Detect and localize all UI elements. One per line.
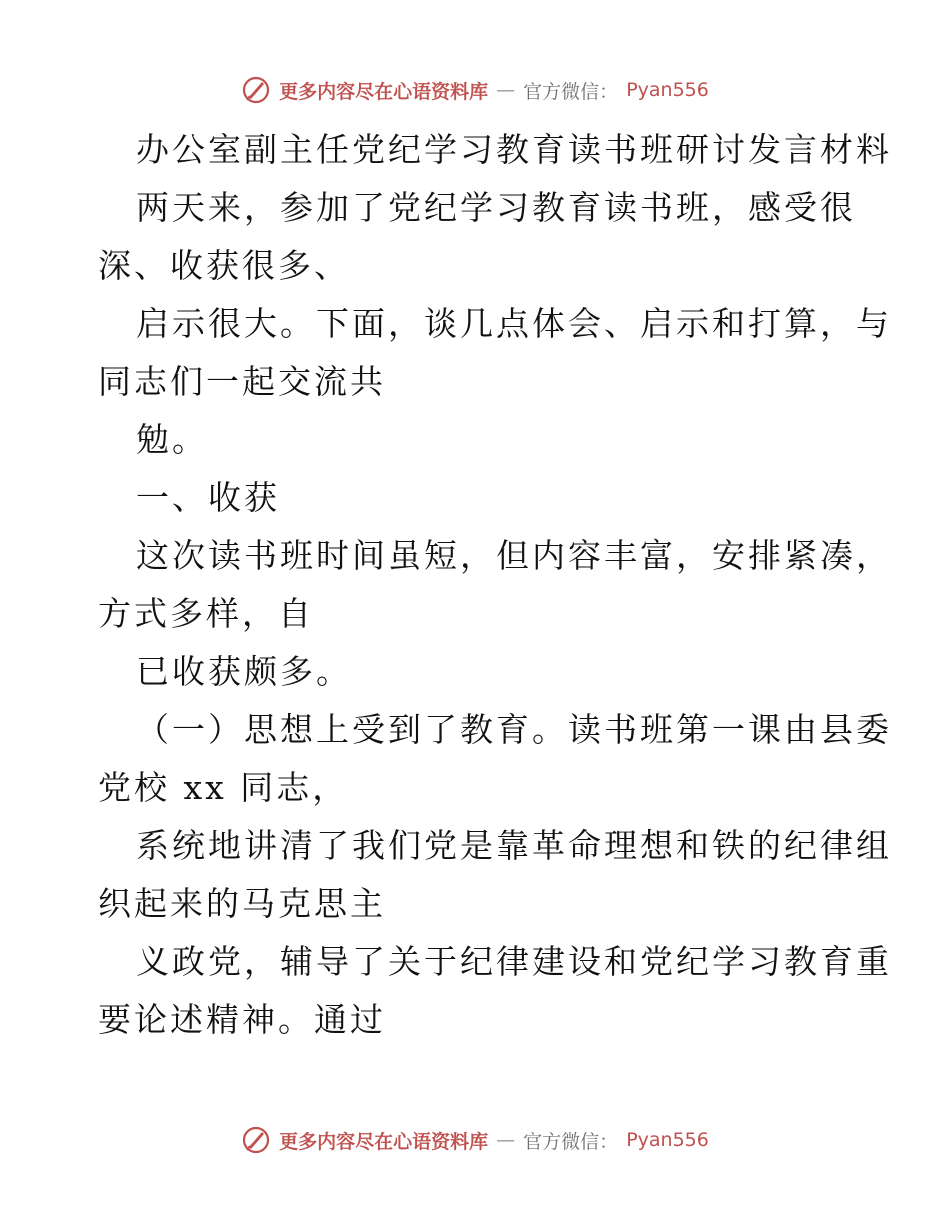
quill-logo-icon [241, 1125, 271, 1155]
paragraph-line: 启示很大。下面，谈几点体会、启示和打算，与 [136, 304, 892, 343]
paragraph-line: 织起来的马克思主 [98, 884, 386, 923]
watermark-dash: — [496, 79, 516, 101]
paragraph-line: 方式多样，自 [98, 594, 314, 633]
paragraph-line: 同志们一起交流共 [98, 362, 386, 401]
watermark-dash: — [496, 1129, 516, 1151]
paragraph-line: 深、收获很多、 [98, 246, 350, 285]
document-title: 办公室副主任党纪学习教育读书班研讨发言材料 [136, 130, 892, 169]
watermark-footer [0, 1120, 950, 1160]
paragraph-line: 要论述精神。通过 [98, 1000, 386, 1039]
paragraph-line: 勉。 [136, 420, 208, 459]
watermark-wechat-label: 官方微信： [523, 1130, 619, 1153]
quill-logo-icon [241, 75, 271, 105]
subsection-line: （一）思想上受到了教育。读书班第一课由县委 [136, 710, 892, 749]
watermark-title: 更多内容尽在心语资料库 [279, 80, 489, 103]
paragraph-line: 党校 xx 同志， [98, 768, 349, 807]
paragraph-line: 这次读书班时间虽短，但内容丰富，安排紧凑， [136, 536, 892, 575]
paragraph-line: 系统地讲清了我们党是靠革命理想和铁的纪律组 [136, 826, 892, 865]
paragraph-line: 已收获颇多。 [136, 652, 352, 691]
section-heading: 一、收获 [136, 478, 280, 517]
watermark-wechat-id: Pyan556 [626, 79, 709, 101]
paragraph-line: 两天来，参加了党纪学习教育读书班，感受很 [136, 188, 856, 227]
watermark-header [0, 70, 950, 110]
watermark-wechat-label: 官方微信： [523, 80, 619, 103]
paragraph-line: 义政党，辅导了关于纪律建设和党纪学习教育重 [136, 942, 892, 981]
watermark-title: 更多内容尽在心语资料库 [279, 1130, 489, 1153]
watermark-wechat-id: Pyan556 [626, 1129, 709, 1151]
